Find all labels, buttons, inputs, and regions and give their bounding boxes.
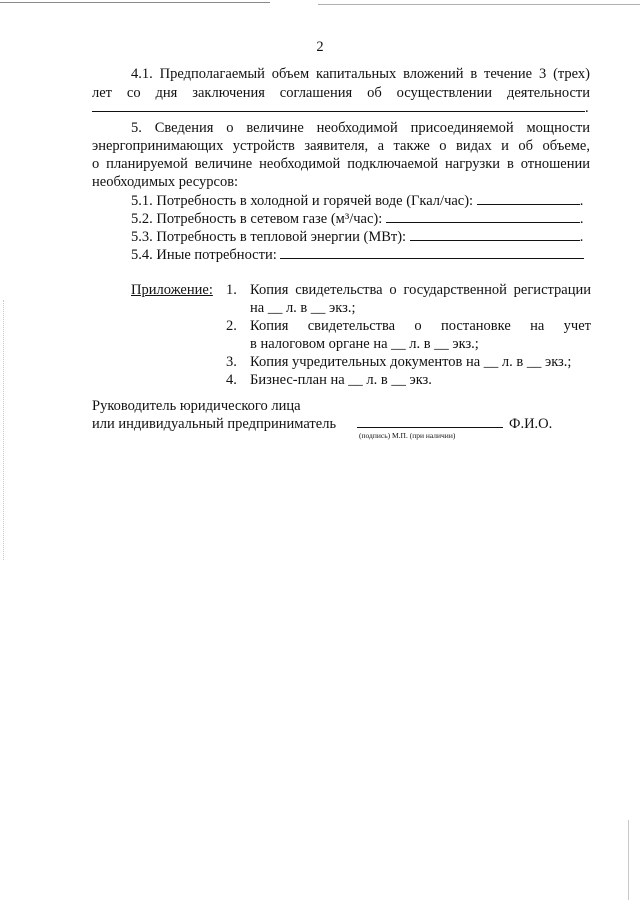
page-number: 2 [316,39,324,55]
section-5-line-2: энергопринимающих устройств заявителя, а также о видах и об объеме, [92,138,590,154]
section-5-2-label: 5.2. Потребность в сетевом газе (м³/час): [131,211,383,227]
fill-blank-4-1 [92,98,585,112]
appendix-item-1-line-1: Копия свидетельства о государственной регистрации [250,282,591,298]
fill-end-5-3: . [579,229,584,245]
scan-edge-top-left [0,2,270,3]
appendix-item-2-num: 2. [226,318,237,334]
fill-blank-5-2 [386,209,580,223]
fill-end-5-2: . [579,211,584,227]
appendix-item-3-line-1: Копия учредительных документов на __ л. в __ экз.; [250,354,572,370]
section-5-line-3: о планируемой величине необходимой подключаемой нагрузки в отношении [92,156,590,172]
appendix-item-2-line-2: в налоговом органе на __ л. в __ экз.; [250,336,479,352]
appendix-item-4-num: 4. [226,372,237,388]
section-4-1-blank-line [92,98,590,117]
appendix-item-3-num: 3. [226,354,237,370]
fill-blank-5-1 [477,191,580,205]
appendix-item-1-num: 1. [226,282,237,298]
appendix-label: Приложение: [131,282,213,298]
section-5-1 [131,191,591,210]
section-5-line-1: 5. Сведения о величине необходимой присоединяемой мощности [131,120,590,136]
section-5-3 [131,227,591,246]
signature-role-line-2: или индивидуальный предприниматель [92,416,337,432]
section-5-2 [131,209,591,228]
signature-blank-line [357,427,503,428]
signature-fio: Ф.И.О. [509,416,553,432]
fill-end-5-1: . [579,193,584,209]
appendix-item-4-line-1: Бизнес-план на __ л. в __ экз. [250,372,432,388]
scan-edge-right [628,820,629,900]
signature-caption: (подпись) М.П. (при наличии) [359,431,456,440]
scan-edge-left [3,300,4,560]
section-5-1-label: 5.1. Потребность в холодной и горячей воде (Гкал/час): [131,193,474,209]
section-5-line-4: необходимых ресурсов: [92,174,239,190]
signature-role-line-1: Руководитель юридического лица [92,398,301,414]
fill-blank-5-3 [410,227,580,241]
appendix-item-1-line-2: на __ л. в __ экз.; [250,300,356,316]
section-5-4-label: 5.4. Иные потребности: [131,247,277,263]
scan-edge-top-right [318,4,640,5]
section-4-1-text-1: 4.1. Предполагаемый объем капитальных вложений в течение 3 (трех) [131,66,590,82]
fill-end-4-1: . [585,100,589,116]
section-4-1-line-1 [131,65,590,83]
appendix-item-2-line-1: Копия свидетельства о постановке на учет [250,318,591,334]
section-5-3-label: 5.3. Потребность в тепловой энергии (МВт): [131,229,407,245]
section-5-4 [131,245,591,264]
fill-blank-5-4 [280,245,584,259]
section-4-1-line-2: лет со дня заключения соглашения об осуществлении деятельности [92,85,590,101]
